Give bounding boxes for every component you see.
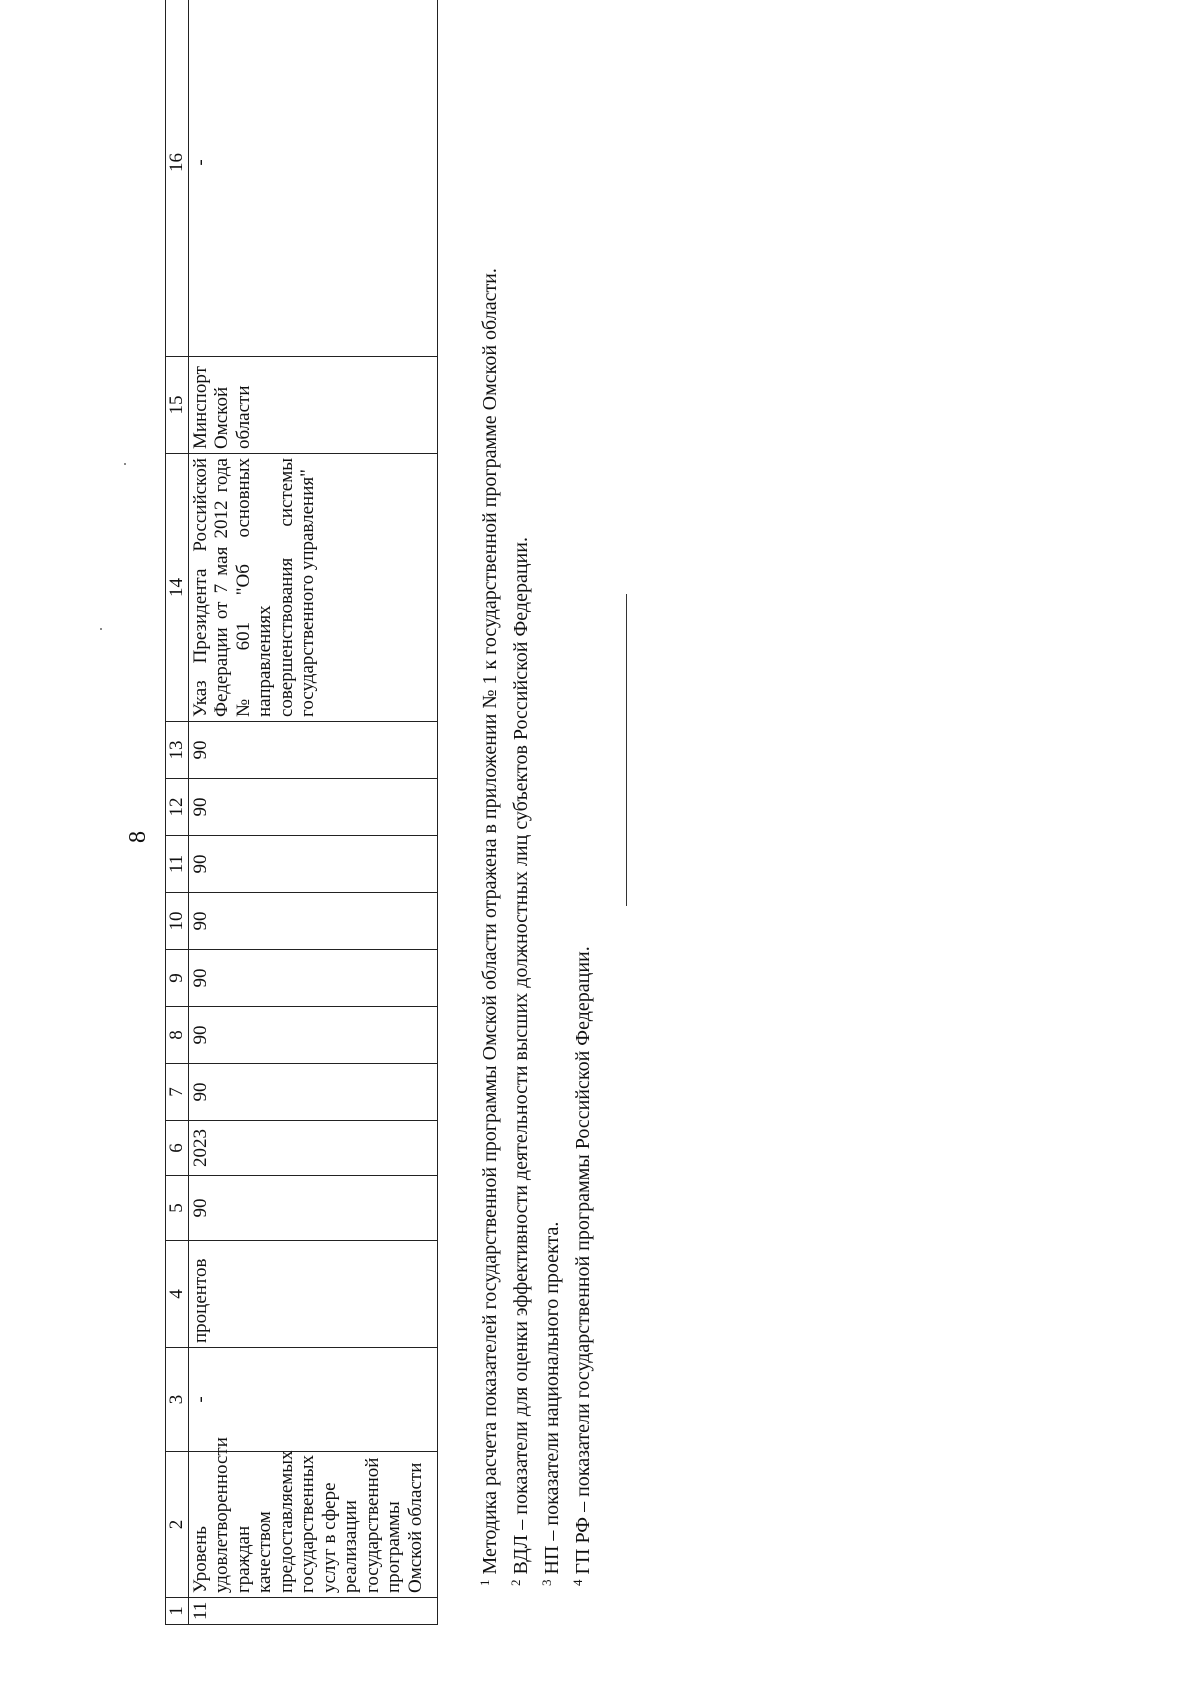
value-col-10: 90 (188, 893, 437, 950)
value-col-11: 90 (188, 836, 437, 893)
header-col-7: 7 (166, 1064, 189, 1121)
footnote-4 (565, 80, 596, 1640)
header-col-2: 2 (166, 1452, 189, 1598)
value-col-13: 90 (188, 722, 437, 779)
responsible-agency: Минспорт Омской области (188, 357, 437, 454)
col-16-value: - (188, 0, 437, 357)
value-col-12: 90 (188, 779, 437, 836)
header-col-1: 1 (166, 1598, 189, 1625)
header-col-3: 3 (166, 1348, 189, 1452)
scan-speck (100, 628, 102, 630)
footnote-text: ВДЛ – показатели для оценки эффективности деятельности высших должностных лиц субъектов Российской Федерации. (510, 537, 532, 1575)
base-year: 2023 (188, 1121, 437, 1176)
unit-of-measure: процентов (188, 1241, 437, 1348)
indicators-table-container (165, 0, 438, 1625)
indicators-table (165, 0, 438, 1625)
separator-line (626, 594, 627, 906)
footnote-text: Методика расчета показателей государственной программы Омской области отражена в приложении № 1 к государственной программе Омской области. (479, 268, 501, 1575)
header-col-11: 11 (166, 836, 189, 893)
table-row (188, 0, 437, 1625)
footnote-mark: 2 (508, 1579, 523, 1586)
header-col-15: 15 (166, 357, 189, 454)
footnote-mark: 3 (539, 1579, 554, 1586)
footnote-2 (503, 80, 534, 1640)
legal-document: Указ Президента Российской Федерации от 7 мая 2012 года № 601 "Об основных направлениях совершенствования системы государственного управления" (188, 454, 437, 722)
page-number: 8 (125, 831, 151, 843)
header-col-4: 4 (166, 1241, 189, 1348)
header-col-13: 13 (166, 722, 189, 779)
header-col-8: 8 (166, 1007, 189, 1064)
base-value: 90 (188, 1176, 437, 1241)
footnote-text: ГП РФ – показатели государственной программы Российской Федерации. (572, 946, 594, 1575)
table-header-row (166, 0, 189, 1625)
value-col-7: 90 (188, 1064, 437, 1121)
footnote-3 (534, 80, 565, 1640)
footnote-mark: 1 (477, 1579, 492, 1586)
header-col-16: 16 (166, 0, 189, 357)
header-col-10: 10 (166, 893, 189, 950)
header-col-14: 14 (166, 454, 189, 722)
header-col-6: 6 (166, 1121, 189, 1176)
footnote-text: НП – показатели национального проекта. (541, 1221, 563, 1575)
value-col-8: 90 (188, 1007, 437, 1064)
footnote-mark: 4 (570, 1579, 585, 1586)
indicator-type: - (188, 1348, 437, 1452)
header-col-12: 12 (166, 779, 189, 836)
value-col-9: 90 (188, 950, 437, 1007)
indicator-name: Уровень удовлетворенности граждан качеством предоставляемых государственных услуг в сфере реализации государственной программы Омской области (188, 1452, 437, 1598)
footnote-1 (472, 80, 503, 1640)
header-col-5: 5 (166, 1176, 189, 1241)
scan-speck (124, 463, 126, 465)
header-col-9: 9 (166, 950, 189, 1007)
footnotes (472, 80, 596, 1640)
row-number: 11 (188, 1598, 437, 1625)
